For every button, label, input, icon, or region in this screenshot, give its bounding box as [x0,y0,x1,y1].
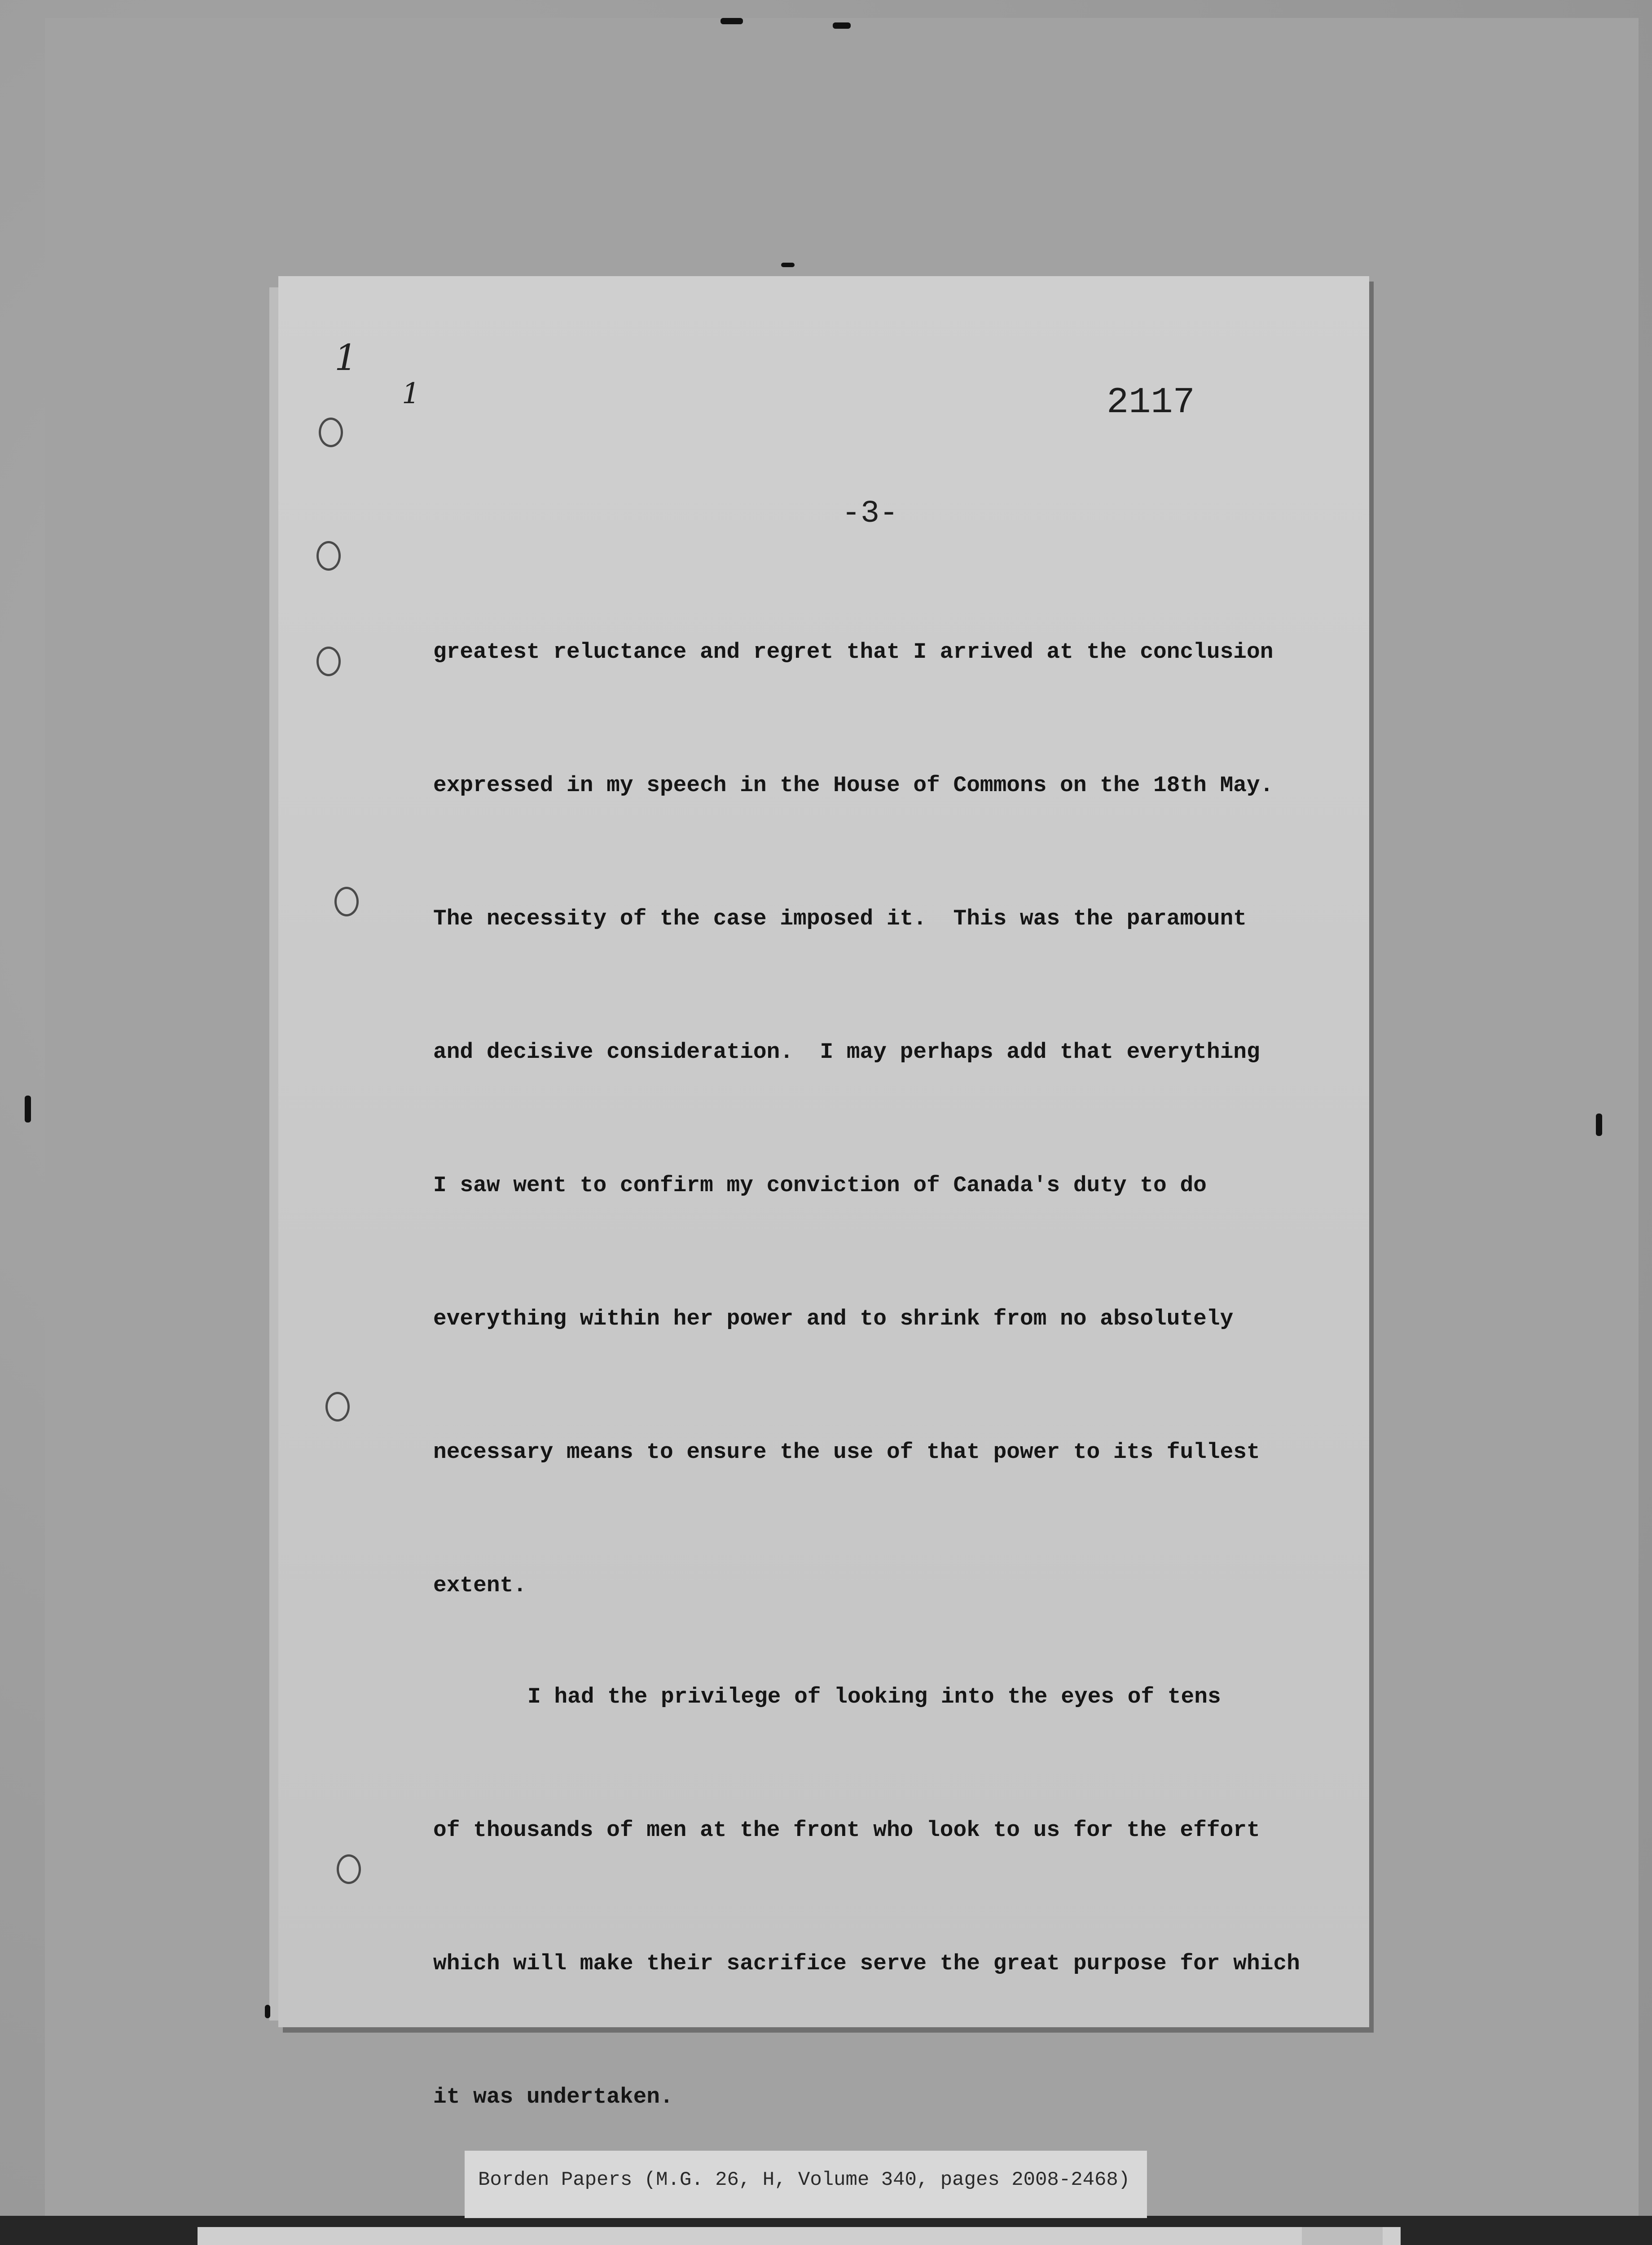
sub-page-number: -3- [842,496,899,532]
punch-hole [337,1854,361,1884]
text-line: of thousands of men at the front who look to us for the effort [433,1818,1260,1843]
punch-hole [325,1392,350,1422]
archive-reference-text: Borden Papers (M.G. 26, H, Volume 340, pages 2008-2468) [478,2169,1130,2191]
film-mark [833,22,851,29]
text-line: it was undertaken. [433,2084,673,2109]
text-line: expressed in my speech in the House of Commons on the 18th May. [433,773,1274,798]
film-mark [721,18,743,24]
film-mark [265,2005,270,2018]
film-mark [781,263,795,267]
film-mark [1596,1114,1602,1136]
pencil-mark: 1 [334,337,357,379]
page-number: 2117 [1107,382,1195,423]
text-line: I had the privilege of looking into the eyes of tens [527,1684,1221,1709]
punch-hole [334,887,359,916]
text-line: and decisive consideration. I may perhaps add that everything [433,1039,1260,1065]
archive-card-fold [1302,2227,1383,2245]
punch-hole [316,541,341,571]
punch-hole [316,647,341,676]
pencil-mark: 1 [402,377,420,410]
text-line: The necessity of the case imposed it. This was the paramount [433,906,1247,931]
typed-text-body [433,541,1353,2245]
text-line: necessary means to ensure the use of that power to its fullest [433,1439,1260,1465]
text-line: everything within her power and to shrink from no absolutely [433,1306,1234,1331]
text-line: extent. [433,1573,527,1598]
punch-hole [319,418,343,447]
text-line: greatest reluctance and regret that I arrived at the conclusion [433,639,1274,665]
archive-card [198,2227,1401,2245]
text-line: which will make their sacrifice serve the great purpose for which [433,1951,1300,1976]
film-mark [25,1096,31,1122]
text-line: I saw went to confirm my conviction of Canada's duty to do [433,1173,1207,1198]
